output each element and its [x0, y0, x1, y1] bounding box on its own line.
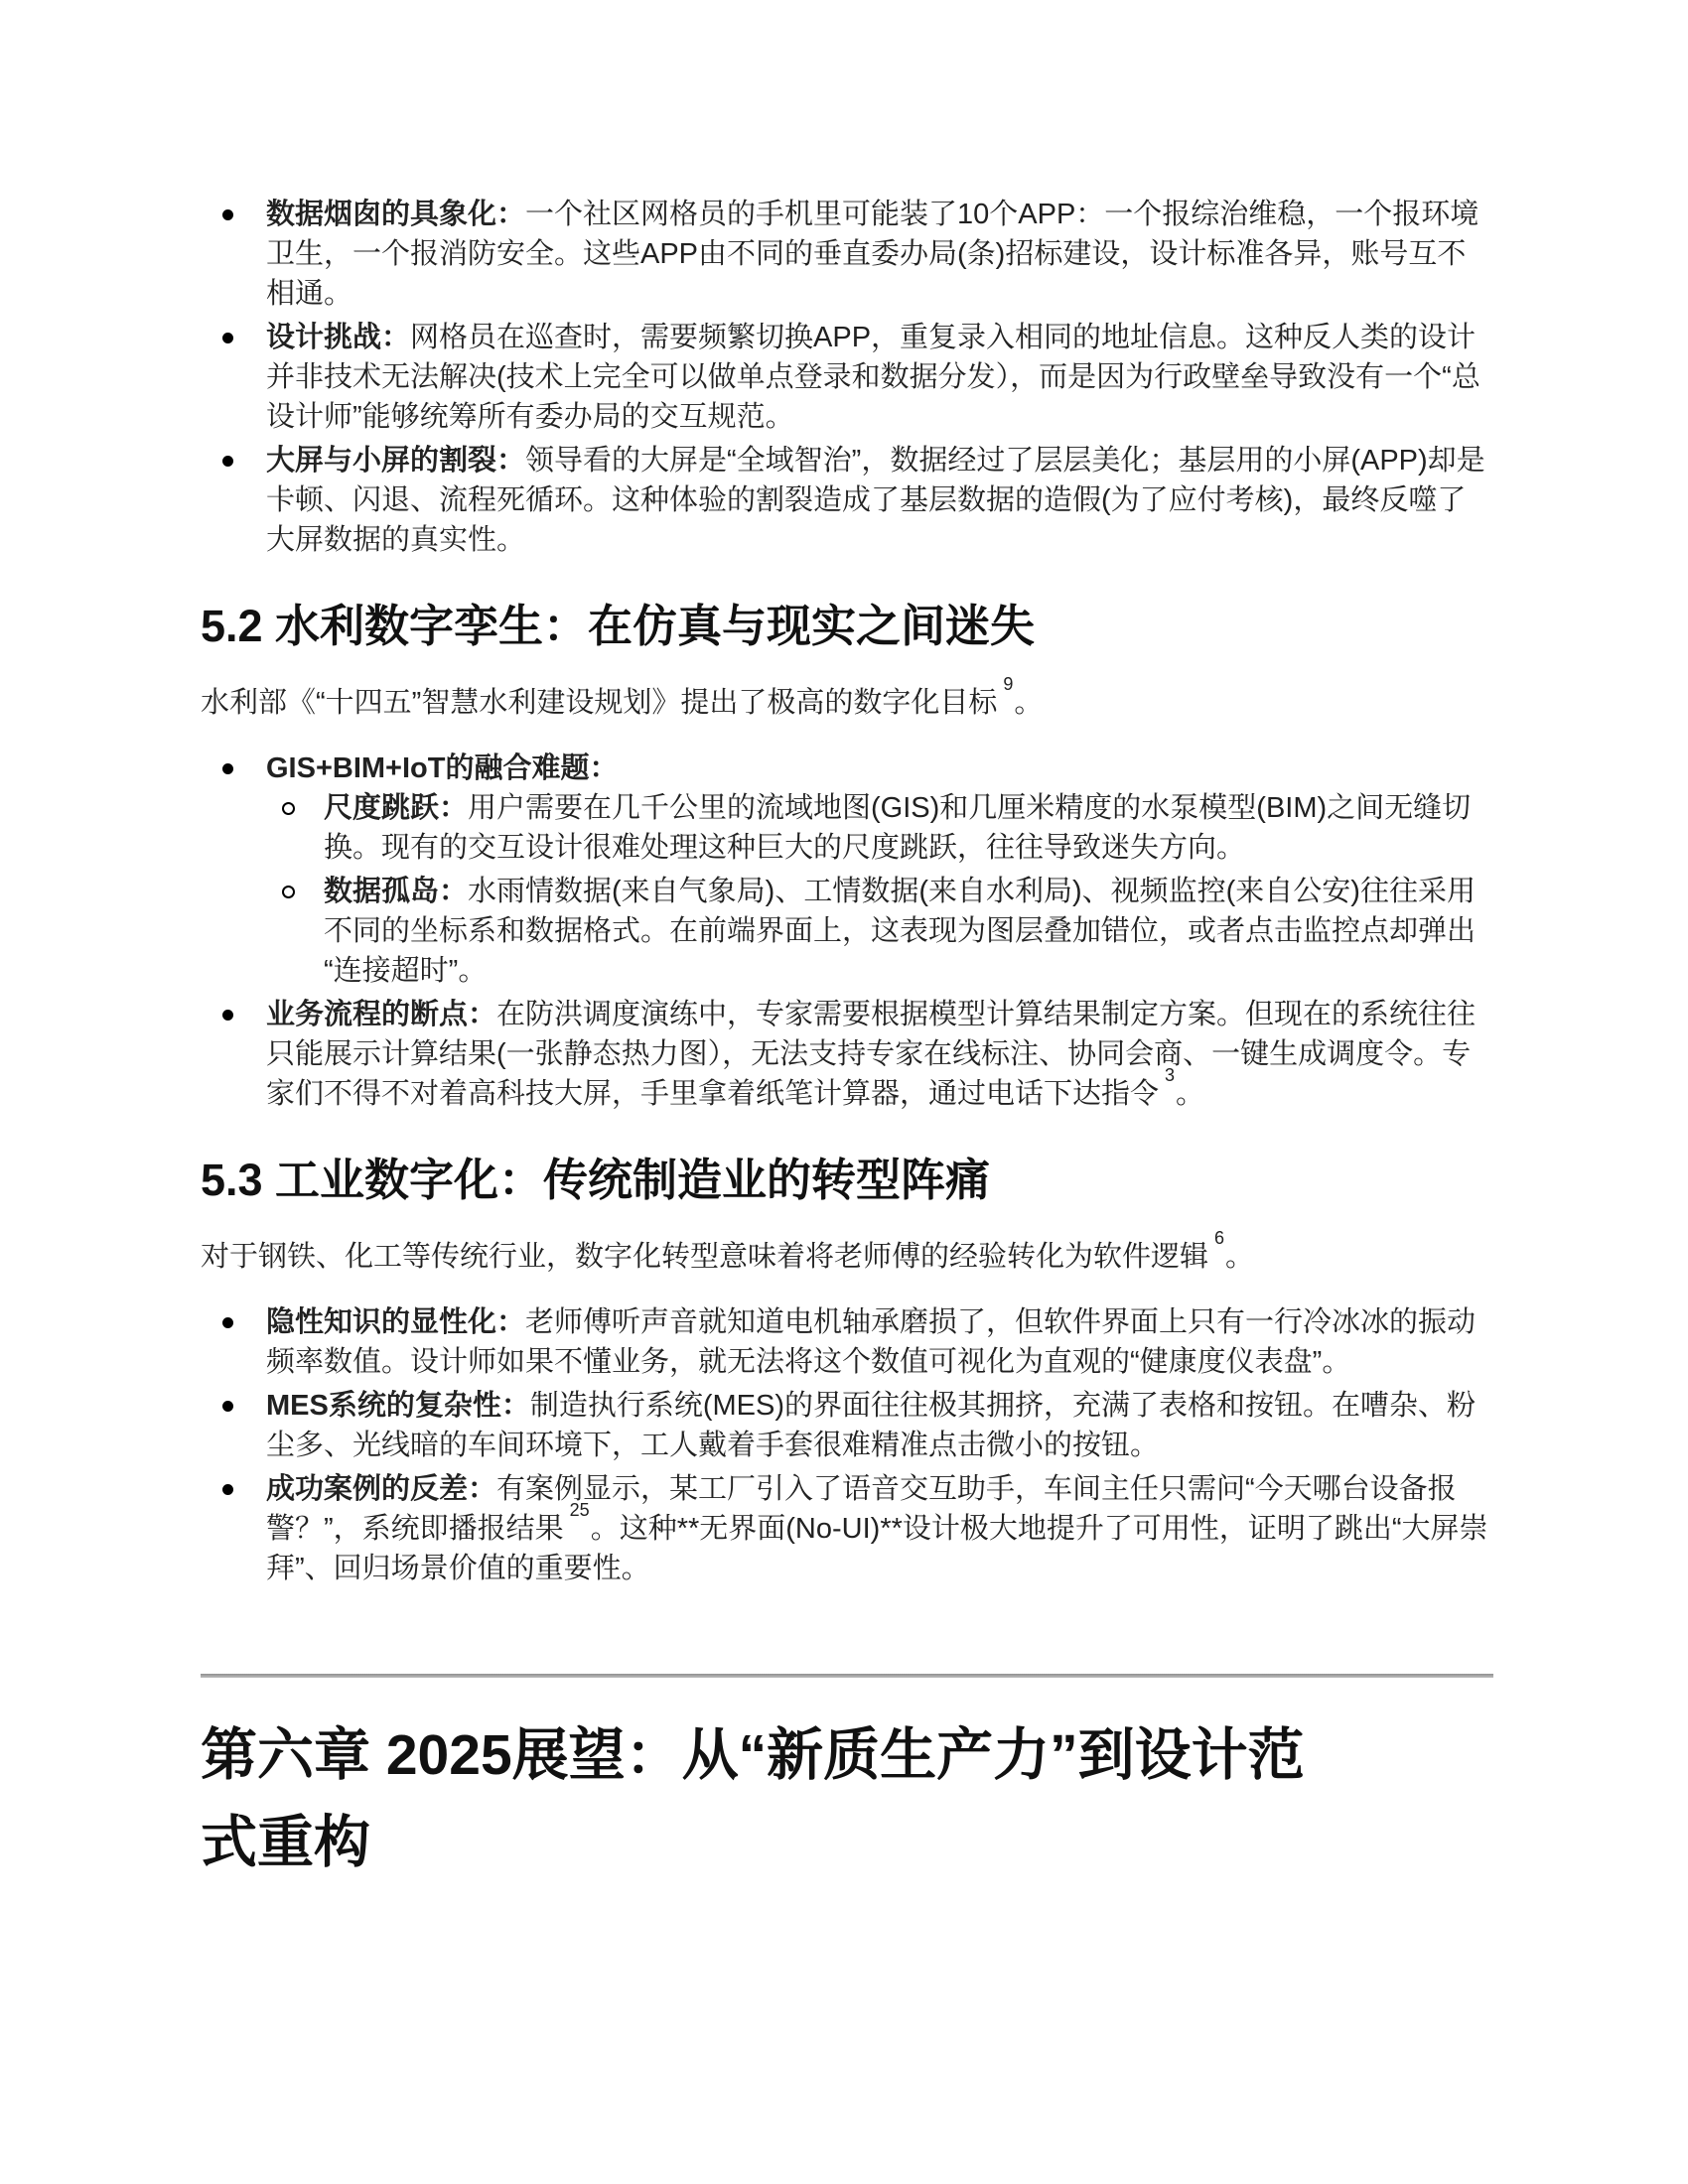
- footnote-ref: 6: [1214, 1228, 1225, 1249]
- item-lead: 设计挑战：: [266, 322, 411, 353]
- item-text: 一个社区网格员的手机里可能装了10个APP：一个报综治维稳，一个报环境卫生，一个报消防安全。这些APP由不同的垂直委办局(条)招标建设，设计标准各异，账号互不相通。: [266, 199, 1479, 310]
- bullet-icon: [222, 1401, 233, 1412]
- item-text: 领导看的大屏是“全域智治”，数据经过了层层美化；基层用的小屏(APP)却是卡顿、闪退、流程死循环。这种体验的割裂造成了基层数据的造假(为了应付考核)，最终反噬了大屏数据的真实性。: [266, 445, 1485, 556]
- water-digital-twin-list: [201, 749, 1493, 1114]
- list-item: [201, 318, 1493, 437]
- item-text: 在防洪调度演练中，专家需要根据模型计算结果制定方案。但现在的系统往往只能展示计算结果(一张静态热力图），无法支持专家在线标注、协同会商、一键生成调度令。专家们不得不对着高科技大屏，手里拿着纸笔计算器，通过电话下达指令: [266, 999, 1477, 1110]
- list-item: [201, 1302, 1493, 1382]
- chapter-6-heading: [201, 1711, 1493, 1886]
- list-item: [201, 441, 1493, 560]
- intro-text: 水利部《“十四五”智慧水利建设规划》提出了极高的数字化目标: [201, 687, 998, 719]
- list-item: [201, 1386, 1493, 1465]
- smart-governance-list: [201, 195, 1493, 560]
- sub-list-item: [266, 788, 1493, 868]
- section-5-2-heading: 5.2 水利数字孪生：在仿真与现实之间迷失: [201, 601, 1036, 651]
- list-item: [201, 995, 1493, 1114]
- circle-bullet-icon: [282, 886, 295, 898]
- item-lead: 数据孤岛：: [324, 876, 469, 907]
- horizontal-rule: [201, 1674, 1493, 1678]
- item-text: 制造执行系统(MES)的界面往往极其拥挤，充满了表格和按钮。在嘈杂、粉尘多、光线暗的车间环境下，工人戴着手套很难精准点击微小的按钮。: [266, 1390, 1477, 1461]
- bullet-icon: [222, 1010, 233, 1021]
- bullet-icon: [222, 456, 233, 467]
- section-5-3-heading: 5.3 工业数字化：传统制造业的转型阵痛: [201, 1155, 991, 1205]
- footnote-ref: 25: [569, 1500, 590, 1521]
- bullet-icon: [222, 1484, 233, 1495]
- footnote-ref: 3: [1165, 1065, 1176, 1086]
- footnote-ref: 9: [1003, 674, 1014, 695]
- item-lead: MES系统的复杂性：: [266, 1390, 530, 1422]
- section-5-3-intro: [201, 1228, 1493, 1277]
- chapter-6-heading-line2: 式重构: [201, 1811, 370, 1874]
- chapter-6-heading-line1: 第六章 2025展望：从“新质生产力”到设计范: [201, 1723, 1305, 1787]
- item-lead: 大屏与小屏的割裂：: [266, 445, 526, 477]
- intro-text: 对于钢铁、化工等传统行业，数字化转型意味着将老师傅的经验转化为软件逻辑: [201, 1241, 1209, 1273]
- sub-list-item: [266, 872, 1493, 991]
- item-lead: 业务流程的断点：: [266, 999, 497, 1030]
- industry-digitalization-list: [201, 1302, 1493, 1588]
- bullet-icon: [222, 763, 233, 774]
- item-tail: 。: [1176, 1078, 1205, 1110]
- bullet-icon: [222, 209, 233, 220]
- list-item: [201, 1469, 1493, 1588]
- item-lead: 尺度跳跃：: [324, 792, 469, 824]
- item-lead: 成功案例的反差：: [266, 1473, 497, 1505]
- item-text: 水雨情数据(来自气象局)、工情数据(来自水利局)、视频监控(来自公安)往往采用不同的坐标系和数据格式。在前端界面上，这表现为图层叠加错位，或者点击监控点却弹出“连接超时”。: [324, 876, 1477, 987]
- item-lead: GIS+BIM+IoT的融合难题：: [266, 752, 619, 784]
- item-lead: 数据烟囱的具象化：: [266, 199, 526, 230]
- intro-tail: 。: [1225, 1241, 1255, 1273]
- circle-bullet-icon: [282, 802, 295, 815]
- bullet-icon: [222, 333, 233, 343]
- item-tail: 。这种**无界面(No-UI)**设计极大地提升了可用性，证明了跳出“大屏崇拜”、回归场景价值的重要性。: [266, 1513, 1488, 1584]
- section-5-2-intro: [201, 674, 1493, 723]
- intro-tail: 。: [1014, 687, 1044, 719]
- item-text: 老师傅听声音就知道电机轴承磨损了，但软件界面上只有一行冷冰冰的振动频率数值。设计师如果不懂业务，就无法将这个数值可视化为直观的“健康度仪表盘”。: [266, 1306, 1477, 1378]
- bullet-icon: [222, 1317, 233, 1328]
- item-text: 网格员在巡查时，需要频繁切换APP，重复录入相同的地址信息。这种反人类的设计并非技术无法解决(技术上完全可以做单点登录和数据分发），而是因为行政壁垒导致没有一个“总设计师”能够统筹所有委办局的交互规范。: [266, 322, 1480, 433]
- list-item: [201, 749, 1493, 991]
- fusion-sublist: [266, 788, 1493, 991]
- item-lead: 隐性知识的显性化：: [266, 1306, 526, 1338]
- item-text: 用户需要在几千公里的流域地图(GIS)和几厘米精度的水泵模型(BIM)之间无缝切换。现有的交互设计很难处理这种巨大的尺度跳跃，往往导致迷失方向。: [324, 792, 1472, 864]
- item-text: 有案例显示，某工厂引入了语音交互助手，车间主任只需问“今天哪台设备报警？”，系统即播报结果: [266, 1473, 1457, 1545]
- list-item: [201, 195, 1493, 314]
